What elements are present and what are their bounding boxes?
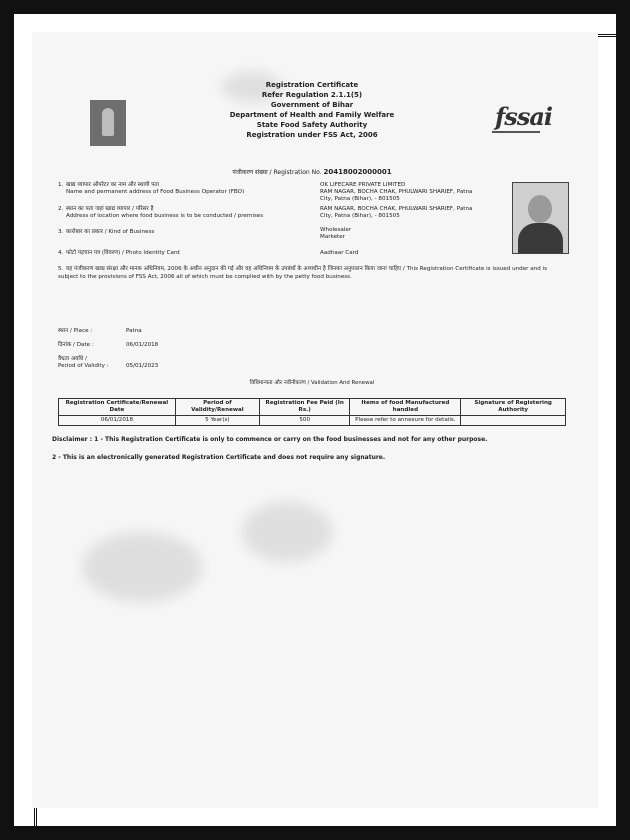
- department-line: Department of Health and Family Welfare: [229, 111, 395, 119]
- disclaimer-2: 2 - This is an electronically generated Registration Certificate and does not require any signature.: [52, 454, 386, 461]
- column-header: Registration Certificate/Renewal Date: [59, 399, 176, 416]
- table-cell: 500: [259, 416, 349, 426]
- clause-5: 5. यह पंजीकरण खाद्य संरक्षा और मानक अधिनियम, 2006 के अधीन अनुदान की गई और वह अधिनियम के उपबंधों के अध्यधीन है जिनका अनुपालन किया जाना चाहिए / This Registration Certificate is issued under and is subject to the provisions of FSS Act, 2006 all of which must be complied with by the petty food business.: [58, 266, 548, 280]
- validity-row: वैधता अवधि / Period of Validity : 05/01/2023: [58, 356, 159, 369]
- table-row: [59, 416, 566, 426]
- premises-address-value: RAM NAGAR, BOCHA CHAK, PHULWARI SHARIEF, Patna City, Patna (Bihar), - 801505: [320, 206, 473, 219]
- field-fbo-name: 1. खाद्य व्यापार ऑपरेटर का नाम और स्थायी पता Name and permanent address of Food Business Operator (FBO): [58, 182, 245, 195]
- government-line: Government of Bihar: [270, 101, 354, 109]
- table-cell: Please refer to annexure for details.: [350, 416, 461, 426]
- disclaimer-1: Disclaimer : 1 - This Registration Certificate is only to commence or carry on the food businesses and not for any other purpose.: [52, 436, 488, 443]
- column-header: Period of Validity/Renewal: [175, 399, 259, 416]
- place-row: स्थान / Place : Patna: [58, 328, 142, 334]
- fbo-name-value: OK LIFECARE PRIVATE LIMITED RAM NAGAR, BOCHA CHAK, PHULWARI SHARIEF, Patna City, Patna (Bihar), - 801505: [320, 182, 473, 202]
- fssai-logo: fssai: [494, 102, 552, 131]
- registration-label: पंजीकरण संख्या / Registration No.: [232, 169, 322, 176]
- field-premises-address: 2. स्थान का पता जहां खाद्य व्यापार / परिसर है Address of location where food business is to be conducted / premises: [58, 206, 264, 219]
- field-photo-id: 4. फोटो पहचान पत्र (विवरण) / Photo Identity Card: [58, 250, 180, 256]
- act-line: Registration under FSS Act, 2006: [246, 131, 378, 139]
- column-header: Registration Fee Paid (In Rs.): [259, 399, 349, 416]
- table-cell: [461, 416, 566, 426]
- registration-number-line: [52, 168, 572, 176]
- place-value: Patna: [126, 328, 142, 334]
- table-cell: 5 Year(s): [175, 416, 259, 426]
- validation-table: [58, 398, 566, 426]
- validation-title: विधिमान्यता और नवीनीकरण / Validation And Renewal: [249, 380, 375, 386]
- column-header: Items of food Manufactured handled: [350, 399, 461, 416]
- certificate: [52, 80, 572, 461]
- table-header-row: [59, 399, 566, 416]
- state-emblem-icon: [90, 100, 126, 146]
- column-header: Signature of Registering Authority: [461, 399, 566, 416]
- date-value: 06/01/2018: [126, 342, 159, 348]
- registration-number: 20418002000001: [323, 168, 392, 176]
- table-cell: 06/01/2018: [59, 416, 176, 426]
- kind-of-business-value: Wholesaler Marketer: [320, 227, 352, 240]
- certificate-title: Registration Certificate: [265, 81, 359, 89]
- authority-line: State Food Safety Authority: [256, 121, 368, 129]
- regulation-line: Refer Regulation 2.1.1(5): [261, 91, 363, 99]
- photo-id-value: Aadhaar Card: [320, 250, 359, 256]
- validity-value: 05/01/2023: [126, 363, 159, 369]
- operator-photo: [512, 182, 569, 254]
- field-kind-of-business: 3. कारोबार का प्रकार / Kind of Business: [58, 229, 155, 235]
- date-row: दिनांक / Date : 06/01/2018: [58, 342, 159, 348]
